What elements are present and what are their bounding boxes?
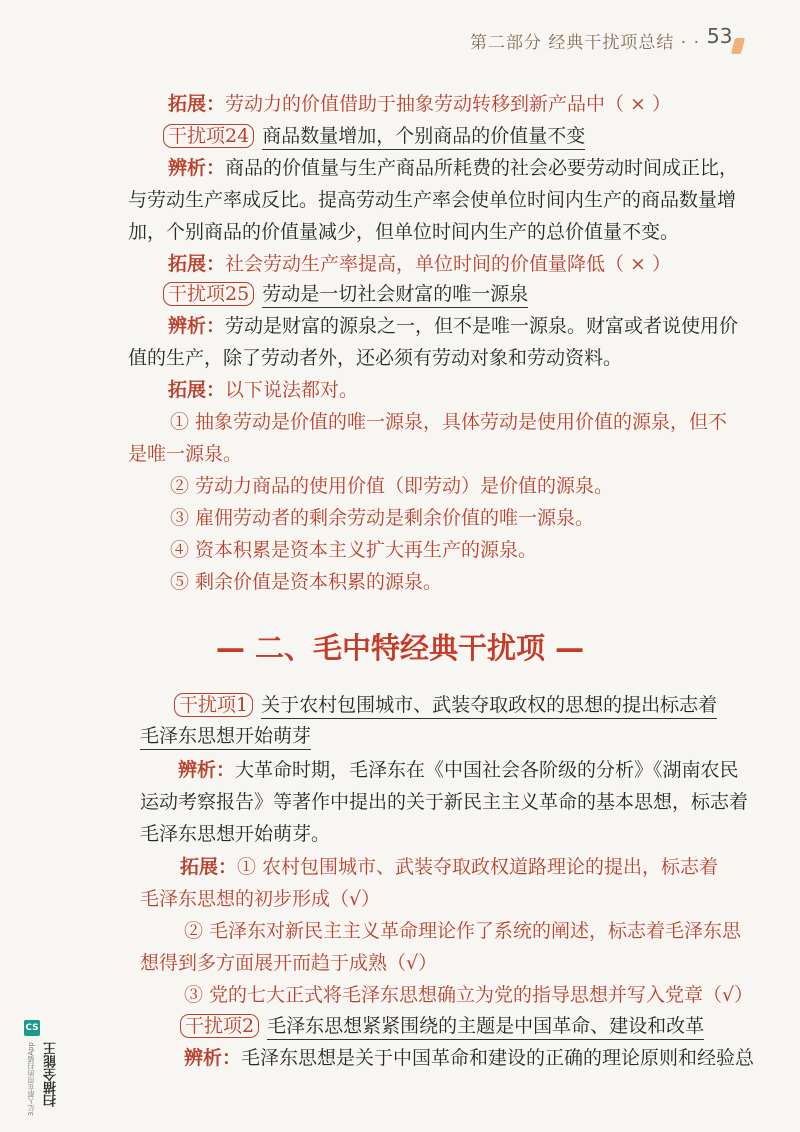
item-24-analysis-line-1 bbox=[168, 156, 738, 180]
analysis-label: 辨析： bbox=[168, 315, 226, 337]
item-1-expand-line-4: 想得到多方面展开而趋于成熟（√） bbox=[140, 952, 438, 974]
item-24-statement: 商品数量增加，个别商品的价值量不变 bbox=[262, 125, 585, 150]
item-2-heading bbox=[180, 1014, 704, 1038]
item-1-statement-line-2: 毛泽东思想开始萌芽 bbox=[140, 725, 311, 750]
scanner-app-name: 扫描全能王 bbox=[44, 1042, 59, 1107]
expand-label: 拓展： bbox=[168, 253, 226, 275]
item-1-statement: 关于农村包围城市、武装夺取政权的思想的提出标志着 bbox=[261, 694, 717, 719]
expand-label: 拓展： bbox=[180, 856, 238, 878]
item-24-analysis-line-2: 与劳动生产率成反比。提高劳动生产率会使单位时间内生产的商品数量增 bbox=[128, 189, 737, 211]
page-header bbox=[0, 20, 800, 60]
analysis-text: 大革命时期，毛泽东在《中国社会各阶级的分析》《湖南农民 bbox=[235, 759, 739, 781]
item-25-heading bbox=[163, 282, 528, 306]
analysis-text: 劳动是财富的源泉之一，但不是唯一源泉。财富或者说使用价 bbox=[225, 315, 739, 337]
expand-label: 拓展： bbox=[168, 93, 226, 115]
item-2-analysis bbox=[184, 1046, 754, 1070]
item-25-point-4: ④ 资本积累是资本主义扩大再生产的源泉。 bbox=[170, 539, 538, 561]
header-section-title: 第二部分 经典干扰项总结 · · · bbox=[470, 33, 713, 53]
item-25-analysis-line-1 bbox=[168, 314, 738, 338]
page-number: 53 bbox=[707, 24, 733, 48]
item-2-tag: 干扰项2 bbox=[180, 1014, 259, 1038]
item-1-expand-line-2: 毛泽东思想的初步形成（√） bbox=[140, 888, 381, 910]
item-1-analysis-line-2: 运动考察报告》等著作中提出的关于新民主主义革命的基本思想，标志着 bbox=[140, 791, 749, 813]
item-25-point-1-cont: 是唯一源泉。 bbox=[128, 443, 243, 465]
item-25-tag: 干扰项25 bbox=[163, 282, 254, 306]
item-24-heading bbox=[163, 124, 585, 148]
item-1-tag: 干扰项1 bbox=[174, 693, 253, 717]
header-accent-mark bbox=[731, 38, 745, 54]
analysis-text: 毛泽东思想是关于中国革命和建设的正确的理论原则和经验总 bbox=[241, 1047, 755, 1069]
expand-text: 以下说法都对。 bbox=[225, 379, 359, 401]
analysis-label: 辨析： bbox=[184, 1047, 242, 1069]
item-24-tag: 干扰项24 bbox=[163, 124, 254, 148]
analysis-text: 商品的价值量与生产商品所耗费的社会必要劳动时间成正比， bbox=[225, 157, 739, 179]
item-24-analysis-line-3: 加，个别商品的价值量减少，但单位时间内生产的总价值量不变。 bbox=[128, 221, 680, 243]
item-1-heading bbox=[174, 693, 717, 717]
item-25-statement: 劳动是一切社会财富的唯一源泉 bbox=[262, 283, 528, 308]
item-1-analysis-line-1 bbox=[178, 758, 739, 782]
analysis-label: 辨析： bbox=[178, 759, 236, 781]
expand-label: 拓展： bbox=[168, 379, 226, 401]
item-24-expand bbox=[168, 252, 671, 276]
section-title: — 二、毛中特经典干扰项 — bbox=[215, 631, 585, 665]
item-25-expand bbox=[168, 378, 358, 402]
item-1-analysis-line-3: 毛泽东思想开始萌芽。 bbox=[140, 823, 331, 845]
scanner-tagline: 3亿人都在用的扫描App bbox=[27, 1042, 35, 1117]
item-25-point-5: ⑤ 剩余价值是资本积累的源泉。 bbox=[170, 571, 443, 593]
item-25-analysis-line-2: 值的生产，除了劳动者外，还必须有劳动对象和劳动资料。 bbox=[128, 347, 623, 369]
item-25-point-2: ② 劳动力商品的使用价值（即劳动）是价值的源泉。 bbox=[170, 475, 614, 497]
analysis-label: 辨析： bbox=[168, 157, 226, 179]
expand-text: ① 农村包围城市、武装夺取政权道路理论的提出，标志着 bbox=[237, 856, 719, 878]
expand-23 bbox=[168, 92, 671, 116]
expand-text: 社会劳动生产率提高，单位时间的价值量降低（ × ） bbox=[225, 253, 672, 275]
item-25-point-3: ③ 雇佣劳动者的剩余劳动是剩余价值的唯一源泉。 bbox=[170, 507, 595, 529]
scanner-watermark bbox=[20, 1020, 60, 1125]
expand-text: 劳动力的价值借助于抽象劳动转移到新产品中（ × ） bbox=[225, 93, 672, 115]
scanner-logo-badge: CS bbox=[24, 1020, 40, 1036]
item-1-expand-line-5: ③ 党的七大正式将毛泽东思想确立为党的指导思想并写入党章（√） bbox=[184, 984, 754, 1006]
item-1-expand-line-3: ② 毛泽东对新民主主义革命理论作了系统的阐述，标志着毛泽东思 bbox=[184, 920, 742, 942]
item-1-statement-cont bbox=[140, 724, 311, 748]
item-25-point-1: ① 抽象劳动是价值的唯一源泉，具体劳动是使用价值的源泉，但不 bbox=[170, 411, 728, 433]
item-1-expand-line-1 bbox=[180, 855, 718, 879]
item-2-statement: 毛泽东思想紧紧围绕的主题是中国革命、建设和改革 bbox=[267, 1015, 704, 1040]
